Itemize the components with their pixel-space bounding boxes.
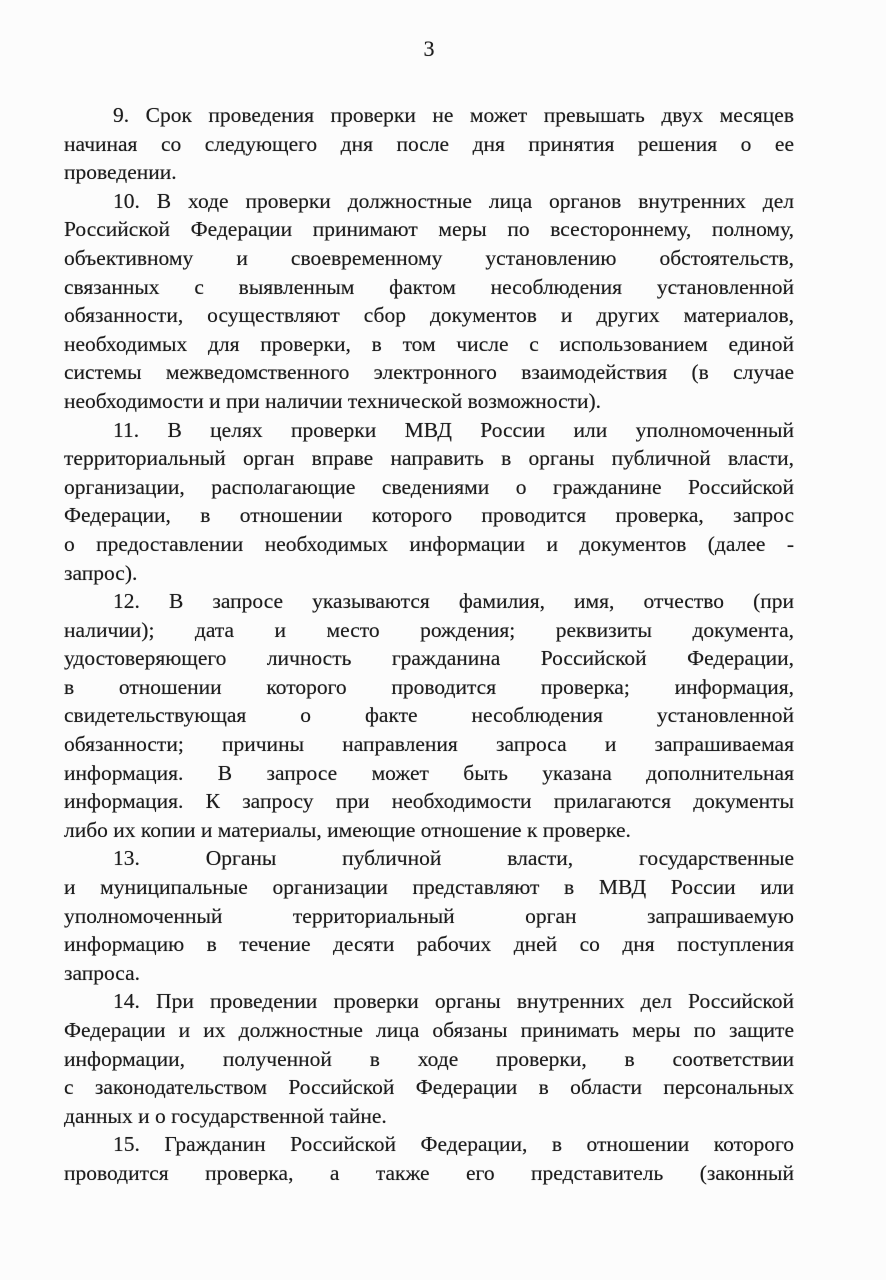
text-line: наличии); дата и место рождения; реквизиты документа, xyxy=(64,617,794,642)
text-line: информация. В запросе может быть указана дополнительная xyxy=(64,760,794,785)
text-line: данных и о государственной тайне. xyxy=(64,1103,387,1128)
paragraph xyxy=(64,987,794,1130)
text-line: и муниципальные организации представляют в МВД России или xyxy=(64,875,794,900)
text-line: 14. При проведении проверки органы внутренних дел Российской xyxy=(113,989,794,1014)
text-line: информации, полученной в ходе проверки, в соответствии xyxy=(64,1046,794,1071)
paragraph xyxy=(64,101,794,187)
text-line: информация. К запросу при необходимости прилагаются документы xyxy=(64,789,794,814)
text-line: удостоверяющего личность гражданина Российской Федерации, xyxy=(64,646,794,671)
text-line: свидетельствующая о факте несоблюдения установленной xyxy=(64,703,794,728)
text-line: 10. В ходе проверки должностные лица органов внутренних дел xyxy=(113,188,794,213)
text-line: в отношении которого проводится проверка; информация, xyxy=(64,674,794,699)
text-line: Российской Федерации принимают меры по всестороннему, полному, xyxy=(64,217,794,242)
text-line: территориальный орган вправе направить в органы публичной власти, xyxy=(64,446,794,471)
text-line: проводится проверка, а также его представитель (законный xyxy=(64,1160,794,1185)
text-line: связанных с выявленным фактом несоблюдения установленной xyxy=(64,274,794,299)
text-line: обязанности; причины направления запроса и запрашиваемая xyxy=(64,732,794,757)
text-line: либо их копии и материалы, имеющие отношение к проверке. xyxy=(64,817,631,842)
text-line: проведении. xyxy=(64,160,177,185)
text-line: обязанности, осуществляют сбор документов и других материалов, xyxy=(64,303,794,328)
text-line: 13. Органы публичной власти, государственные xyxy=(113,846,794,871)
page-number: 3 xyxy=(423,36,435,61)
paragraph xyxy=(64,1130,794,1187)
text-line: необходимых для проверки, в том числе с использованием единой xyxy=(64,331,794,356)
text-line: запрос). xyxy=(64,560,138,585)
text-line: 9. Срок проведения проверки не может превышать двух месяцев xyxy=(113,103,794,127)
text-line: Федерации и их должностные лица обязаны принимать меры по защите xyxy=(64,1018,794,1042)
text-line: 12. В запросе указываются фамилия, имя, отчество (при xyxy=(113,589,794,614)
text-line: с законодательством Российской Федерации в области персональных xyxy=(64,1075,794,1100)
paragraph xyxy=(64,187,794,416)
text-line: объективному и своевременному установлению обстоятельств, xyxy=(64,245,794,270)
text-line: организации, располагающие сведениями о гражданине Российской xyxy=(64,474,794,499)
paragraph xyxy=(64,844,794,987)
text-line: запроса. xyxy=(64,960,141,985)
document-body xyxy=(64,101,794,1188)
text-line: 11. В целях проверки МВД России или уполномоченный xyxy=(113,417,794,442)
text-line: о предоставлении необходимых информации и документов (далее - xyxy=(64,531,794,556)
text-line: 15. Гражданин Российской Федерации, в отношении которого xyxy=(113,1132,794,1157)
text-line: Федерации, в отношении которого проводится проверка, запрос xyxy=(64,503,794,528)
text-line: необходимости и при наличии технической возможности). xyxy=(64,388,602,413)
text-line: начиная со следующего дня после дня принятия решения о ее xyxy=(64,131,794,156)
text-line: уполномоченный территориальный орган запрашиваемую xyxy=(64,903,794,928)
text-line: системы межведомственного электронного взаимодействия (в случае xyxy=(64,360,794,385)
paragraph xyxy=(64,587,794,844)
paragraph xyxy=(64,416,794,588)
text-line: информацию в течение десяти рабочих дней со дня поступления xyxy=(64,932,794,957)
